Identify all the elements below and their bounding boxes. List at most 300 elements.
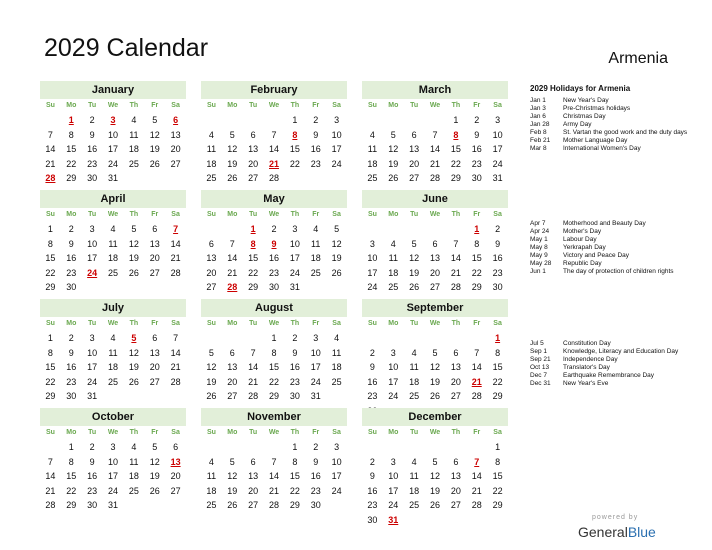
- week-row: [362, 346, 508, 361]
- holiday-item: [530, 356, 700, 364]
- day-cell: 16: [367, 485, 378, 496]
- weekday-label: We: [429, 320, 441, 327]
- month-october: [40, 408, 186, 513]
- weekday-label: Fr: [473, 102, 481, 109]
- holiday-item: [530, 228, 700, 236]
- weekday-label: Tu: [410, 429, 419, 436]
- week-row: [40, 498, 186, 513]
- weekday-label: Su: [367, 429, 377, 436]
- day-cell: 29: [471, 282, 482, 292]
- week-row: [40, 455, 186, 470]
- weekday-label: Su: [206, 211, 216, 218]
- day-cell: 1: [250, 224, 256, 234]
- weekday-label: Tu: [249, 211, 258, 218]
- day-cell: [383, 113, 404, 128]
- weekday-label: Mo: [227, 429, 238, 436]
- day-cell: 5: [411, 238, 417, 249]
- weekday-header: [40, 99, 186, 113]
- week-row: [201, 389, 347, 404]
- day-cell: 7: [474, 456, 480, 467]
- day-cell: 3: [313, 333, 319, 343]
- day-cell: 15: [289, 144, 300, 154]
- day-cell: 25: [108, 376, 119, 387]
- day-cell: 31: [492, 173, 503, 183]
- month-name: October: [40, 408, 186, 426]
- day-cell: 25: [128, 485, 139, 496]
- day-cell: 14: [471, 362, 482, 372]
- day-cell: 3: [334, 442, 340, 452]
- day-cell: 22: [269, 376, 280, 387]
- week-row: [201, 142, 347, 157]
- holiday-item: [530, 380, 700, 388]
- week-row: [362, 157, 508, 172]
- day-cell: 24: [87, 267, 98, 278]
- day-cell: [82, 280, 103, 295]
- day-cell: 5: [208, 347, 214, 358]
- day-cell: [264, 113, 285, 128]
- holiday-item: [530, 260, 700, 268]
- holiday-item: [530, 364, 700, 372]
- weekday-label: Mo: [66, 429, 77, 436]
- day-cell: [404, 440, 425, 455]
- day-cell: 16: [289, 362, 300, 372]
- day-cell: 15: [45, 253, 56, 263]
- day-cell: 16: [471, 144, 482, 154]
- month-name: June: [362, 190, 508, 208]
- month-march: [362, 81, 508, 186]
- day-cell: 14: [269, 471, 280, 481]
- weekday-label: Fr: [151, 102, 159, 109]
- day-cell: 19: [388, 158, 399, 169]
- holiday-date: Jan 1: [530, 97, 546, 104]
- day-cell: 19: [331, 253, 342, 263]
- day-cell: 12: [227, 471, 238, 481]
- day-cell: 9: [68, 238, 74, 249]
- day-cell: 5: [432, 347, 438, 358]
- week-row: [362, 331, 508, 346]
- holiday-item: [530, 105, 700, 113]
- day-cell: 20: [450, 485, 461, 496]
- week-row: [362, 469, 508, 484]
- day-cell: 10: [492, 129, 503, 140]
- day-cell: 9: [271, 238, 277, 249]
- day-cell: 4: [110, 333, 116, 343]
- week-row: [40, 266, 186, 281]
- weekday-label: Th: [451, 320, 461, 327]
- day-cell: [243, 331, 264, 346]
- month-name: November: [201, 408, 347, 426]
- weekday-label: Sa: [332, 320, 341, 327]
- day-cell: 24: [388, 500, 399, 510]
- day-cell: 16: [269, 253, 280, 263]
- holiday-name: Translator's Day: [563, 364, 610, 371]
- day-cell: 9: [495, 238, 501, 249]
- week-row: [201, 455, 347, 470]
- weekday-label: Th: [290, 320, 300, 327]
- day-cell: [425, 113, 446, 128]
- day-cell: 6: [208, 238, 214, 249]
- day-cell: [466, 513, 487, 528]
- week-row: [201, 346, 347, 361]
- day-cell: 15: [66, 471, 77, 481]
- day-cell: 21: [430, 158, 441, 169]
- day-cell: 4: [313, 224, 319, 234]
- day-cell: 5: [131, 224, 137, 234]
- day-cell: 23: [367, 391, 378, 401]
- day-cell: 12: [149, 456, 160, 467]
- day-cell: 25: [367, 173, 378, 183]
- day-cell: 21: [227, 267, 238, 278]
- day-cell: 28: [45, 173, 56, 183]
- day-cell: 18: [108, 362, 119, 372]
- day-cell: [362, 222, 383, 237]
- day-cell: 27: [206, 282, 217, 292]
- weekday-label: Th: [451, 211, 461, 218]
- day-cell: 11: [311, 238, 321, 249]
- weekday-label: Fr: [473, 211, 481, 218]
- day-cell: 11: [206, 144, 217, 154]
- day-cell: 21: [269, 485, 280, 496]
- day-cell: 5: [229, 456, 235, 467]
- day-cell: [144, 280, 165, 295]
- day-cell: 13: [450, 471, 461, 481]
- holiday-name: International Women's Day: [563, 145, 641, 152]
- day-cell: [487, 513, 508, 528]
- day-cell: 1: [474, 224, 480, 234]
- day-cell: 18: [206, 485, 217, 496]
- day-cell: 30: [310, 500, 321, 510]
- week-row: [201, 498, 347, 513]
- day-cell: 28: [170, 267, 181, 278]
- day-cell: 28: [471, 500, 482, 510]
- day-cell: 22: [289, 158, 300, 169]
- day-cell: 17: [331, 144, 342, 154]
- day-cell: 7: [271, 456, 277, 467]
- month-name: February: [201, 81, 347, 99]
- day-cell: 23: [310, 158, 321, 169]
- day-cell: 21: [248, 376, 259, 387]
- day-cell: 30: [269, 282, 280, 292]
- weekday-header: [362, 208, 508, 222]
- holiday-name: Christmas Day: [563, 113, 606, 120]
- week-row: [40, 222, 186, 237]
- day-cell: 26: [227, 173, 238, 183]
- day-cell: 25: [409, 391, 420, 401]
- day-cell: 11: [129, 129, 139, 140]
- day-cell: 3: [390, 347, 396, 358]
- day-cell: 10: [87, 238, 98, 249]
- day-cell: [404, 331, 425, 346]
- weekday-label: Su: [206, 429, 216, 436]
- holiday-item: [530, 268, 700, 276]
- day-cell: 8: [47, 238, 53, 249]
- day-cell: 1: [495, 442, 501, 452]
- week-row: [40, 375, 186, 390]
- day-cell: 21: [269, 158, 280, 169]
- week-row: [362, 389, 508, 404]
- day-cell: 24: [289, 267, 300, 278]
- weekday-label: We: [107, 102, 119, 109]
- day-cell: 1: [47, 224, 53, 234]
- day-cell: 14: [227, 253, 238, 263]
- day-cell: 24: [310, 376, 321, 387]
- day-cell: [243, 440, 264, 455]
- month-name: December: [362, 408, 508, 426]
- day-cell: [305, 280, 326, 295]
- day-cell: 27: [248, 173, 259, 183]
- day-cell: 7: [250, 347, 256, 358]
- day-cell: 3: [110, 115, 116, 125]
- day-cell: 11: [129, 456, 139, 467]
- weekday-header: [362, 317, 508, 331]
- week-row: [362, 375, 508, 390]
- holiday-name: Constitution Day: [563, 340, 611, 347]
- holiday-name: Independence Day: [563, 356, 618, 363]
- day-cell: 6: [250, 129, 256, 140]
- weekday-label: Su: [45, 211, 55, 218]
- week-row: [201, 331, 347, 346]
- weekday-header: [201, 317, 347, 331]
- day-cell: [284, 171, 305, 186]
- day-cell: 8: [474, 238, 480, 249]
- weekday-header: [201, 208, 347, 222]
- weekday-label: Fr: [312, 320, 320, 327]
- day-cell: 1: [495, 333, 501, 343]
- holiday-name: Mother's Day: [563, 228, 602, 235]
- day-cell: 5: [390, 129, 396, 140]
- day-cell: 20: [248, 485, 259, 496]
- day-cell: 12: [331, 238, 342, 249]
- day-cell: 4: [390, 238, 396, 249]
- day-cell: 20: [149, 362, 160, 372]
- day-cell: 10: [289, 238, 300, 249]
- day-cell: 26: [409, 282, 420, 292]
- holiday-date: Mar 8: [530, 145, 547, 152]
- weekday-label: Mo: [388, 429, 399, 436]
- day-cell: 25: [409, 500, 420, 510]
- weekday-label: Sa: [171, 102, 180, 109]
- day-cell: 26: [388, 173, 399, 183]
- day-cell: 8: [47, 347, 53, 358]
- week-row: [201, 280, 347, 295]
- day-cell: [326, 389, 347, 404]
- holiday-name: Mother Language Day: [563, 137, 628, 144]
- day-cell: 1: [68, 442, 74, 452]
- day-cell: 11: [108, 347, 118, 358]
- holiday-date: Jan 28: [530, 121, 550, 128]
- day-cell: 30: [87, 500, 98, 510]
- weekday-label: Th: [129, 211, 139, 218]
- day-cell: 7: [474, 347, 480, 358]
- month-july: [40, 299, 186, 404]
- day-cell: 6: [173, 442, 179, 452]
- day-cell: 19: [128, 362, 139, 372]
- holiday-date: Dec 31: [530, 380, 551, 387]
- day-cell: [264, 440, 285, 455]
- weekday-label: Sa: [332, 102, 341, 109]
- day-cell: 9: [474, 129, 480, 140]
- weekday-label: Mo: [227, 320, 238, 327]
- holiday-date: Oct 13: [530, 364, 550, 371]
- weekday-header: [201, 99, 347, 113]
- weekday-label: Th: [290, 429, 300, 436]
- week-row: [201, 128, 347, 143]
- weekday-label: Fr: [151, 320, 159, 327]
- holiday-date: Jun 1: [530, 268, 546, 275]
- day-cell: 2: [474, 115, 480, 125]
- weekday-label: Fr: [151, 211, 159, 218]
- country-label: Armenia: [608, 50, 668, 67]
- day-cell: 17: [289, 253, 300, 263]
- day-cell: 30: [66, 391, 77, 401]
- day-cell: 23: [367, 500, 378, 510]
- day-cell: 21: [170, 362, 181, 372]
- day-cell: 18: [108, 253, 119, 263]
- day-cell: 31: [310, 391, 321, 401]
- weekday-label: Sa: [171, 320, 180, 327]
- day-cell: 17: [87, 362, 98, 372]
- weekday-label: Su: [45, 102, 55, 109]
- day-cell: [466, 331, 487, 346]
- day-cell: 19: [430, 485, 441, 496]
- holiday-date: Sep 1: [530, 348, 547, 355]
- day-cell: 15: [471, 253, 482, 263]
- week-row: [40, 128, 186, 143]
- day-cell: 19: [206, 376, 217, 387]
- month-april: [40, 190, 186, 295]
- day-cell: 25: [206, 173, 217, 183]
- holiday-item: [530, 348, 700, 356]
- day-cell: 2: [369, 347, 375, 358]
- weekday-label: Th: [451, 102, 461, 109]
- day-cell: 15: [289, 471, 300, 481]
- week-row: [40, 346, 186, 361]
- day-cell: 16: [310, 471, 321, 481]
- day-cell: [425, 440, 446, 455]
- weekday-label: Tu: [410, 320, 419, 327]
- day-cell: 6: [453, 456, 459, 467]
- day-cell: 7: [173, 333, 179, 343]
- holiday-name: Motherhood and Beauty Day: [563, 220, 646, 227]
- day-cell: [362, 331, 383, 346]
- weekday-label: Su: [45, 320, 55, 327]
- weekday-label: Tu: [249, 320, 258, 327]
- month-august: [201, 299, 347, 404]
- day-cell: 29: [248, 282, 259, 292]
- weekday-label: Su: [45, 429, 55, 436]
- day-cell: 7: [271, 129, 277, 140]
- day-cell: 10: [388, 471, 399, 481]
- day-cell: 2: [369, 456, 375, 467]
- day-cell: 10: [87, 347, 98, 358]
- holiday-item: [530, 340, 700, 348]
- day-cell: 22: [289, 485, 300, 496]
- week-row: [40, 157, 186, 172]
- day-cell: 9: [369, 362, 375, 372]
- month-name: April: [40, 190, 186, 208]
- day-cell: 6: [411, 129, 417, 140]
- day-cell: 31: [87, 391, 98, 401]
- day-cell: 16: [310, 144, 321, 154]
- holiday-item: [530, 220, 700, 228]
- day-cell: 19: [149, 144, 160, 154]
- weekday-label: Mo: [66, 102, 77, 109]
- day-cell: [362, 113, 383, 128]
- day-cell: 29: [289, 500, 300, 510]
- day-cell: 24: [388, 391, 399, 401]
- day-cell: 2: [89, 115, 95, 125]
- day-cell: 4: [208, 129, 214, 140]
- weekday-label: Tu: [88, 429, 97, 436]
- day-cell: 5: [432, 456, 438, 467]
- month-june: [362, 190, 508, 295]
- week-row: [362, 171, 508, 186]
- holiday-group: [530, 340, 700, 388]
- day-cell: 19: [227, 485, 238, 496]
- holiday-name: St. Vartan the good work and the duty days: [563, 129, 688, 136]
- weekday-label: Su: [206, 320, 216, 327]
- day-cell: [123, 389, 144, 404]
- day-cell: 26: [227, 500, 238, 510]
- week-row: [40, 171, 186, 186]
- day-cell: 30: [289, 391, 300, 401]
- week-row: [40, 280, 186, 295]
- day-cell: [445, 440, 466, 455]
- holiday-group: [530, 84, 700, 153]
- day-cell: 18: [409, 485, 420, 496]
- day-cell: [165, 389, 186, 404]
- day-cell: [404, 222, 425, 237]
- day-cell: 14: [170, 238, 181, 249]
- day-cell: 20: [450, 376, 461, 387]
- day-cell: 20: [248, 158, 259, 169]
- day-cell: 28: [170, 376, 181, 387]
- day-cell: 28: [269, 173, 280, 183]
- weekday-header: [40, 426, 186, 440]
- day-cell: 17: [388, 485, 399, 496]
- weekday-label: Tu: [410, 102, 419, 109]
- week-row: [40, 360, 186, 375]
- month-november: [201, 408, 347, 513]
- weekday-label: Th: [129, 320, 139, 327]
- day-cell: 10: [331, 456, 342, 467]
- day-cell: 20: [170, 144, 181, 154]
- week-row: [201, 171, 347, 186]
- weekday-label: Sa: [332, 211, 341, 218]
- day-cell: 8: [271, 347, 277, 358]
- day-cell: 26: [430, 500, 441, 510]
- day-cell: 8: [68, 129, 74, 140]
- day-cell: 2: [313, 115, 319, 125]
- day-cell: [383, 440, 404, 455]
- day-cell: 12: [430, 362, 441, 372]
- day-cell: [222, 222, 243, 237]
- day-cell: 15: [248, 253, 259, 263]
- day-cell: 24: [108, 485, 119, 496]
- day-cell: 10: [310, 347, 321, 358]
- day-cell: 8: [68, 456, 74, 467]
- holiday-item: [530, 236, 700, 244]
- day-cell: 19: [128, 253, 139, 263]
- day-cell: 27: [450, 500, 461, 510]
- weekday-label: Fr: [312, 429, 320, 436]
- weekday-label: Sa: [332, 429, 341, 436]
- day-cell: [123, 498, 144, 513]
- week-row: [201, 113, 347, 128]
- weekday-header: [40, 208, 186, 222]
- day-cell: 25: [388, 282, 399, 292]
- day-cell: 8: [495, 347, 501, 358]
